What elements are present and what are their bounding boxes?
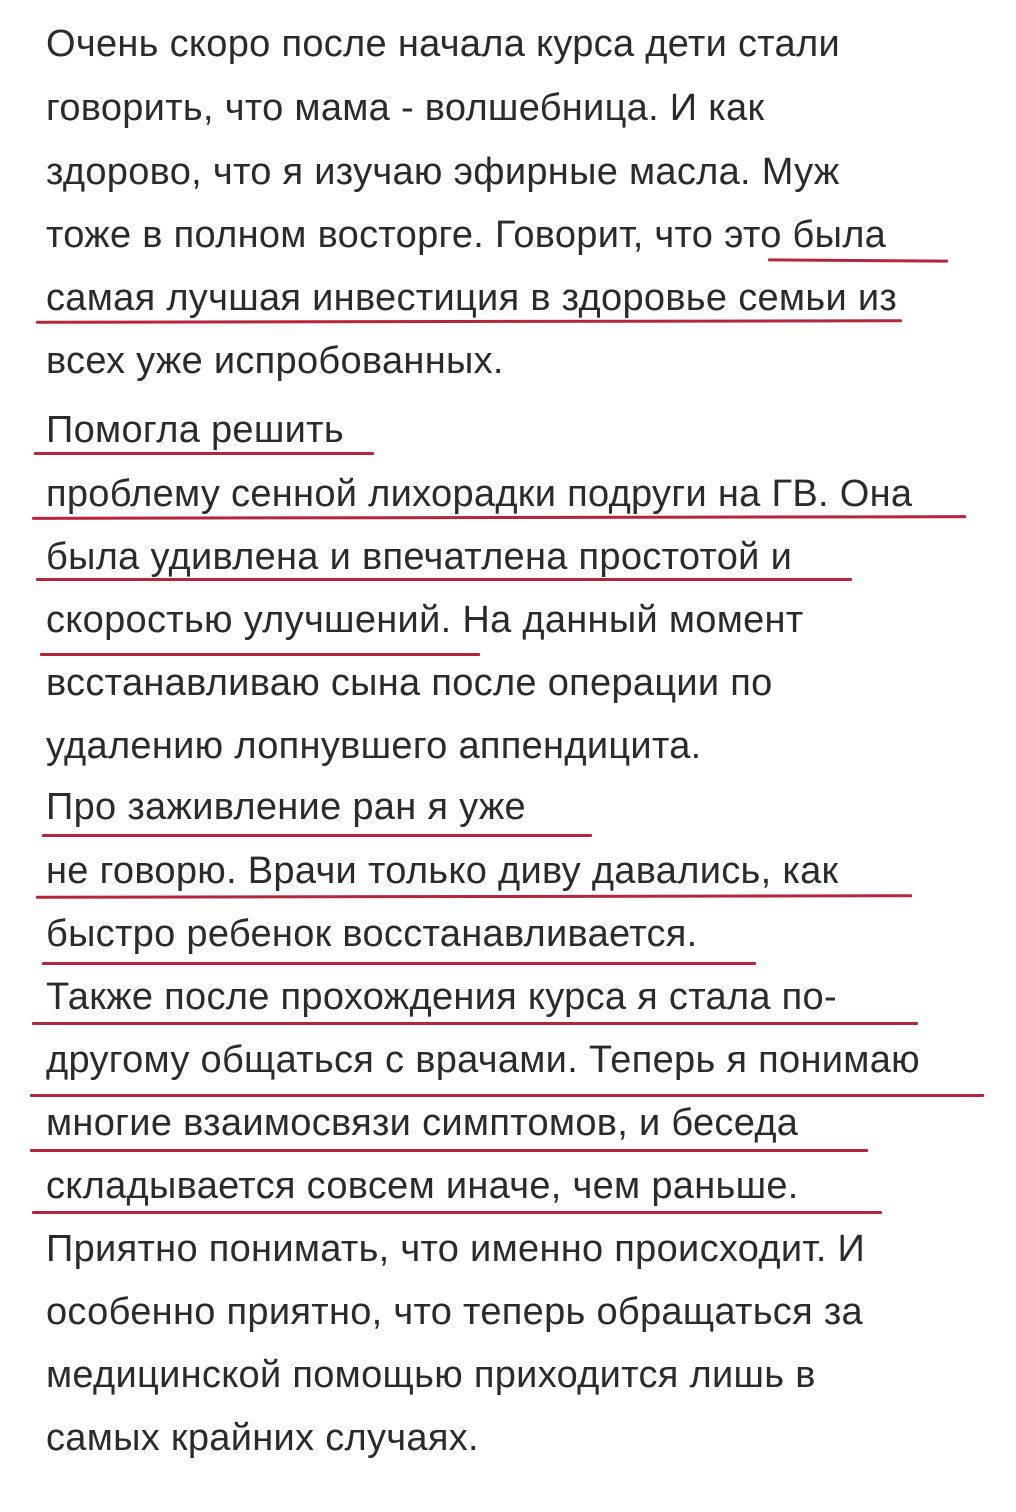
text-line: другому общаться с врачами. Теперь я понимаю xyxy=(46,1039,920,1081)
highlight-underline xyxy=(36,578,852,581)
highlight-underline xyxy=(36,319,902,323)
text-line: всстанавливаю сына после операции по xyxy=(46,662,773,704)
highlight-underline xyxy=(42,962,756,965)
text-line: самых крайних случаях. xyxy=(46,1417,479,1459)
text-line: особенно приятно, что теперь обращаться за xyxy=(46,1291,863,1333)
highlight-underline xyxy=(32,515,966,519)
text-line: Приятно понимать, что именно происходит. И xyxy=(46,1228,866,1270)
text-line: складывается совсем иначе, чем раньше. xyxy=(46,1165,799,1207)
text-line: не говорю. Врачи только диву давались, как xyxy=(46,850,839,892)
text-line: самая лучшая инвестиция в здоровье семьи из xyxy=(46,277,898,319)
text-line: Помогла решить xyxy=(46,409,344,451)
highlight-underline xyxy=(36,894,912,898)
text-line: Про заживление ран я уже xyxy=(46,786,526,828)
highlight-underline xyxy=(32,1211,882,1214)
highlight-underline xyxy=(32,1022,918,1025)
text-line: говорить, что мама - волшебница. И как xyxy=(46,87,765,129)
text-line: многие взаимосвязи симптомов, и беседа xyxy=(46,1102,799,1144)
text-line: удалению лопнувшего аппендицита. xyxy=(46,725,702,767)
text-line: проблему сенной лихорадки подруги на ГВ. Она xyxy=(46,473,913,515)
text-line: Очень скоро после начала курса дети стали xyxy=(46,23,840,65)
text-line: тоже в полном восторге. Говорит, что это была xyxy=(46,214,887,256)
text-line: скоростью улучшений. На данный момент xyxy=(46,599,804,641)
highlight-underline xyxy=(42,834,592,837)
highlight-underline xyxy=(30,1094,984,1097)
text-line: была удивлена и впечатлена простотой и xyxy=(46,536,793,578)
text-line: медицинской помощью приходится лишь в xyxy=(46,1354,816,1396)
text-line: быстро ребенок восстанавливается. xyxy=(46,913,698,955)
text-line: Также после прохождения курса я стала по- xyxy=(46,976,837,1018)
highlight-underline xyxy=(40,653,480,656)
text-line: всех уже испробованных. xyxy=(46,340,504,382)
highlight-underline xyxy=(30,1149,868,1152)
text-line: здорово, что я изучаю эфирные масла. Муж xyxy=(46,151,840,193)
highlight-underline xyxy=(768,258,948,262)
highlight-underline xyxy=(34,452,374,455)
